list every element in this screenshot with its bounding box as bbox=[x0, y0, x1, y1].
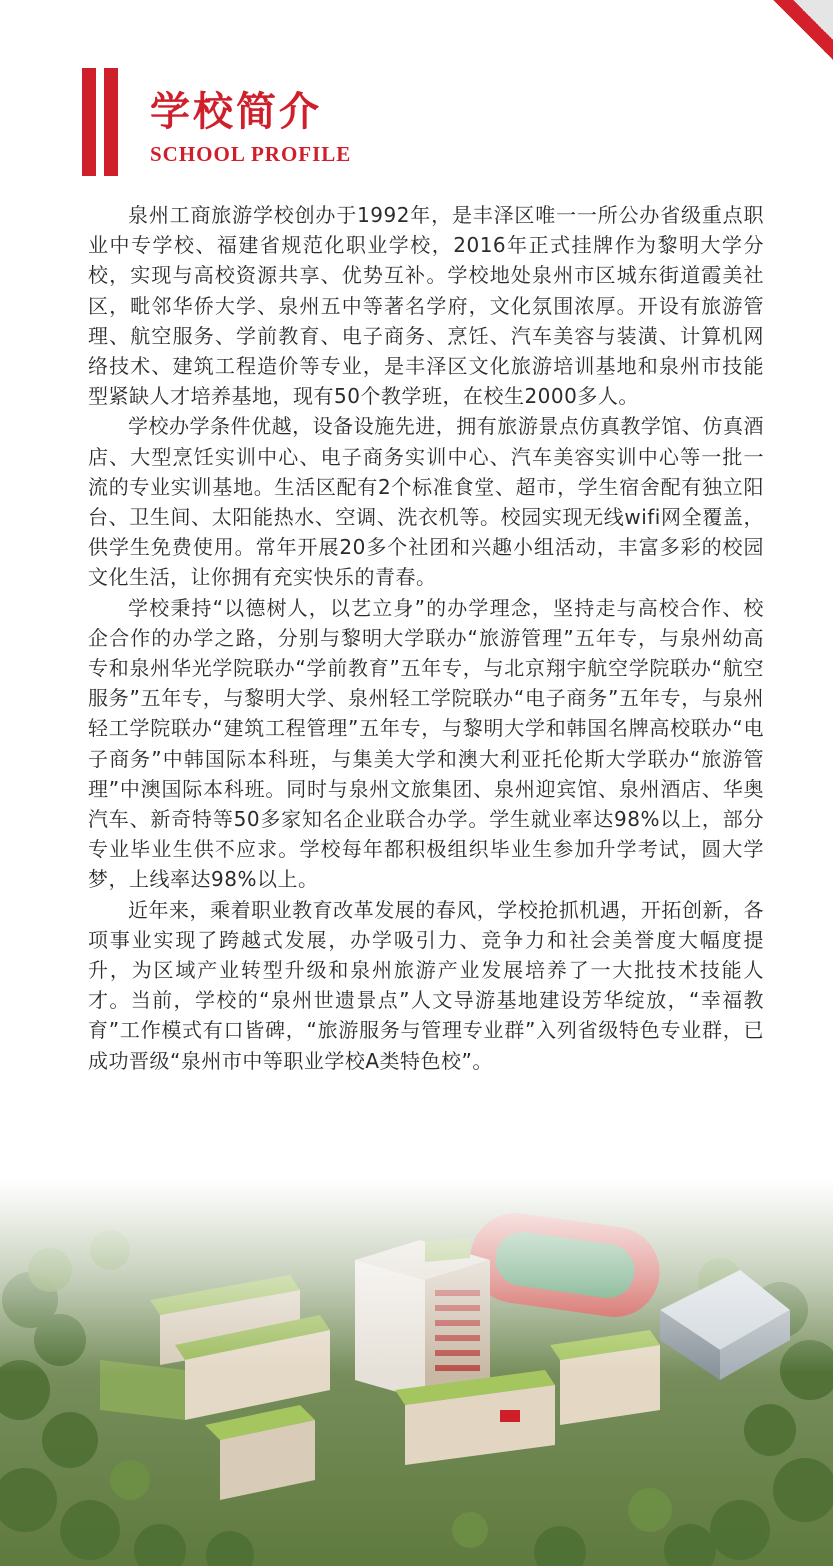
campus-aerial-illustration bbox=[0, 1180, 833, 1566]
corner-fold-decoration bbox=[793, 0, 833, 40]
profile-text bbox=[88, 200, 764, 1076]
title-bars-decoration bbox=[82, 68, 122, 176]
title-bar-right bbox=[104, 68, 118, 176]
paragraph: 学校秉持“以德树人，以艺立身”的办学理念，坚持走与高校合作、校企合作的办学之路，分别与黎明大学联办“旅游管理”五年专，与泉州幼高专和泉州华光学院联办“学前教育”五年专，与北京翔宇航空学院联办“航空服务”五年专，与黎明大学、泉州轻工学院联办“电子商务”五年专，与泉州轻工学院联办“建筑工程管理”五年专，与黎明大学和韩国名牌高校联办“电子商务”中韩国际本科班，与集美大学和澳大利亚托伦斯大学联办“旅游管理”中澳国际本科班。同时与泉州文旅集团、泉州迎宾馆、泉州酒店、华奥汽车、新奇特等50多家知名企业联合办学。学生就业率达98%以上，部分专业毕业生供不应求。学校每年都积极组织毕业生参加升学考试，圆大学梦，上线率达98%以上。 bbox=[88, 595, 764, 892]
page-title: 学校简介 bbox=[150, 89, 322, 135]
campus-image bbox=[0, 1180, 833, 1566]
paragraph: 泉州工商旅游学校创办于1992年，是丰泽区唯一一所公办省级重点职业中专学校、福建省规范化职业学校，2016年正式挂牌作为黎明大学分校，实现与高校资源共享、优势互补。学校地处泉州市区城东街道霞美社区，毗邻华侨大学、泉州五中等著名学府，文化氛围浓厚。开设有旅游管理、航空服务、学前教育、电子商务、烹饪、汽车美容与装潢、计算机网络技术、建筑工程造价等专业，是丰泽区文化旅游培训基地和泉州市技能型紧缺人才培养基地，现有50个教学班，在校生2000多人。 bbox=[88, 203, 764, 409]
paragraph: 近年来，乘着职业教育改革发展的春风，学校抢抓机遇，开拓创新，各项事业实现了跨越式发展，办学吸引力、竞争力和社会美誉度大幅度提升，为区域产业转型升级和泉州旅游产业发展培养了一大批技术技能人才。当前，学校的“泉州世遗景点”人文导游基地建设芳华绽放，“幸福教育”工作模式有口皆碑，“旅游服务与管理专业群”入列省级特色专业群，已成功晋级“泉州市中等职业学校A类特色校”。 bbox=[88, 897, 764, 1073]
paragraph: 学校办学条件优越，设备设施先进，拥有旅游景点仿真教学馆、仿真酒店、大型烹饪实训中心、电子商务实训中心、汽车美容实训中心等一批一流的专业实训基地。生活区配有2个标准食堂、超市，学生宿舍配有独立阳台、卫生间、太阳能热水、空调、洗衣机等。校园实现无线wifi网全覆盖，供学生免费使用。常年开展20多个社团和兴趣小组活动，丰富多彩的校园文化生活，让你拥有充实快乐的青春。 bbox=[88, 414, 764, 590]
title-bar-left bbox=[82, 68, 96, 176]
page-subtitle: SCHOOL PROFILE bbox=[150, 142, 352, 166]
